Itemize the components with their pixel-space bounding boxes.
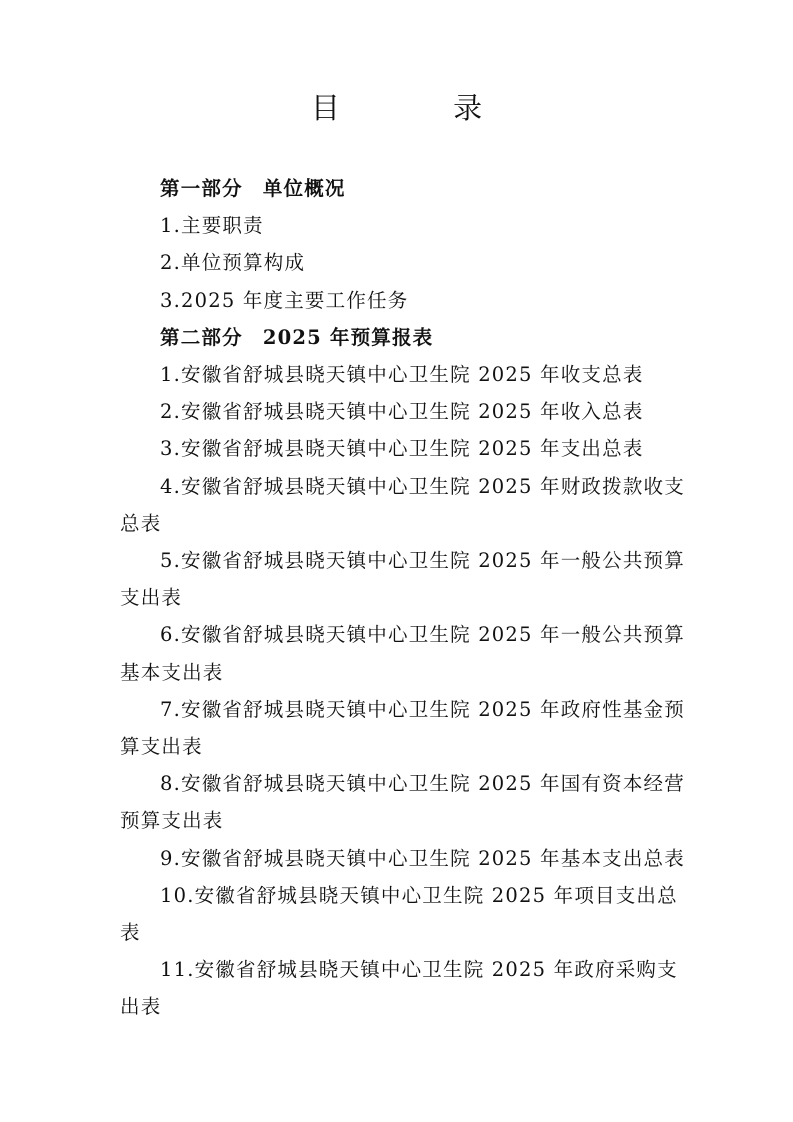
- toc-item-continuation[interactable]: 预算支出表: [120, 809, 224, 833]
- toc-item[interactable]: 7.安徽省舒城县晓天镇中心卫生院 2025 年政府性基金预: [160, 697, 685, 721]
- toc-item[interactable]: 10.安徽省舒城县晓天镇中心卫生院 2025 年项目支出总: [160, 883, 678, 907]
- section-number: 第一部分: [160, 177, 243, 200]
- table-of-contents: [120, 170, 685, 1026]
- section-heading-part1[interactable]: [120, 170, 680, 207]
- toc-item-continuation[interactable]: 算支出表: [120, 735, 203, 759]
- toc-item[interactable]: 9.安徽省舒城县晓天镇中心卫生院 2025 年基本支出总表: [160, 846, 685, 870]
- toc-item-continuation[interactable]: 支出表: [120, 586, 183, 610]
- section-number: 第二部分: [160, 325, 243, 349]
- section-title: 单位概况: [262, 177, 346, 200]
- section-title: 2025 年预算报表: [262, 325, 434, 349]
- toc-item[interactable]: 8.安徽省舒城县晓天镇中心卫生院 2025 年国有资本经营: [160, 772, 685, 796]
- toc-item[interactable]: 11.安徽省舒城县晓天镇中心卫生院 2025 年政府采购支: [160, 958, 678, 982]
- toc-item[interactable]: 3.安徽省舒城县晓天镇中心卫生院 2025 年支出总表: [160, 437, 644, 461]
- section-heading-part2[interactable]: [120, 319, 680, 356]
- toc-item[interactable]: 1.主要职责: [160, 214, 264, 238]
- toc-item[interactable]: 5.安徽省舒城县晓天镇中心卫生院 2025 年一般公共预算: [160, 549, 685, 573]
- page-title: 目 录: [310, 91, 535, 125]
- toc-item[interactable]: 1.安徽省舒城县晓天镇中心卫生院 2025 年收支总表: [160, 363, 644, 387]
- toc-item[interactable]: 3.2025 年度主要工作任务: [160, 288, 409, 312]
- toc-item[interactable]: 4.安徽省舒城县晓天镇中心卫生院 2025 年财政拨款收支: [160, 474, 685, 498]
- toc-item[interactable]: 2.安徽省舒城县晓天镇中心卫生院 2025 年收入总表: [160, 400, 644, 424]
- toc-item[interactable]: 2.单位预算构成: [160, 251, 306, 275]
- toc-item-continuation[interactable]: 表: [120, 921, 141, 945]
- toc-item-continuation[interactable]: 出表: [120, 995, 162, 1019]
- toc-item-continuation[interactable]: 总表: [120, 511, 162, 535]
- toc-item[interactable]: 6.安徽省舒城县晓天镇中心卫生院 2025 年一般公共预算: [160, 623, 685, 647]
- toc-item-continuation[interactable]: 基本支出表: [120, 660, 224, 684]
